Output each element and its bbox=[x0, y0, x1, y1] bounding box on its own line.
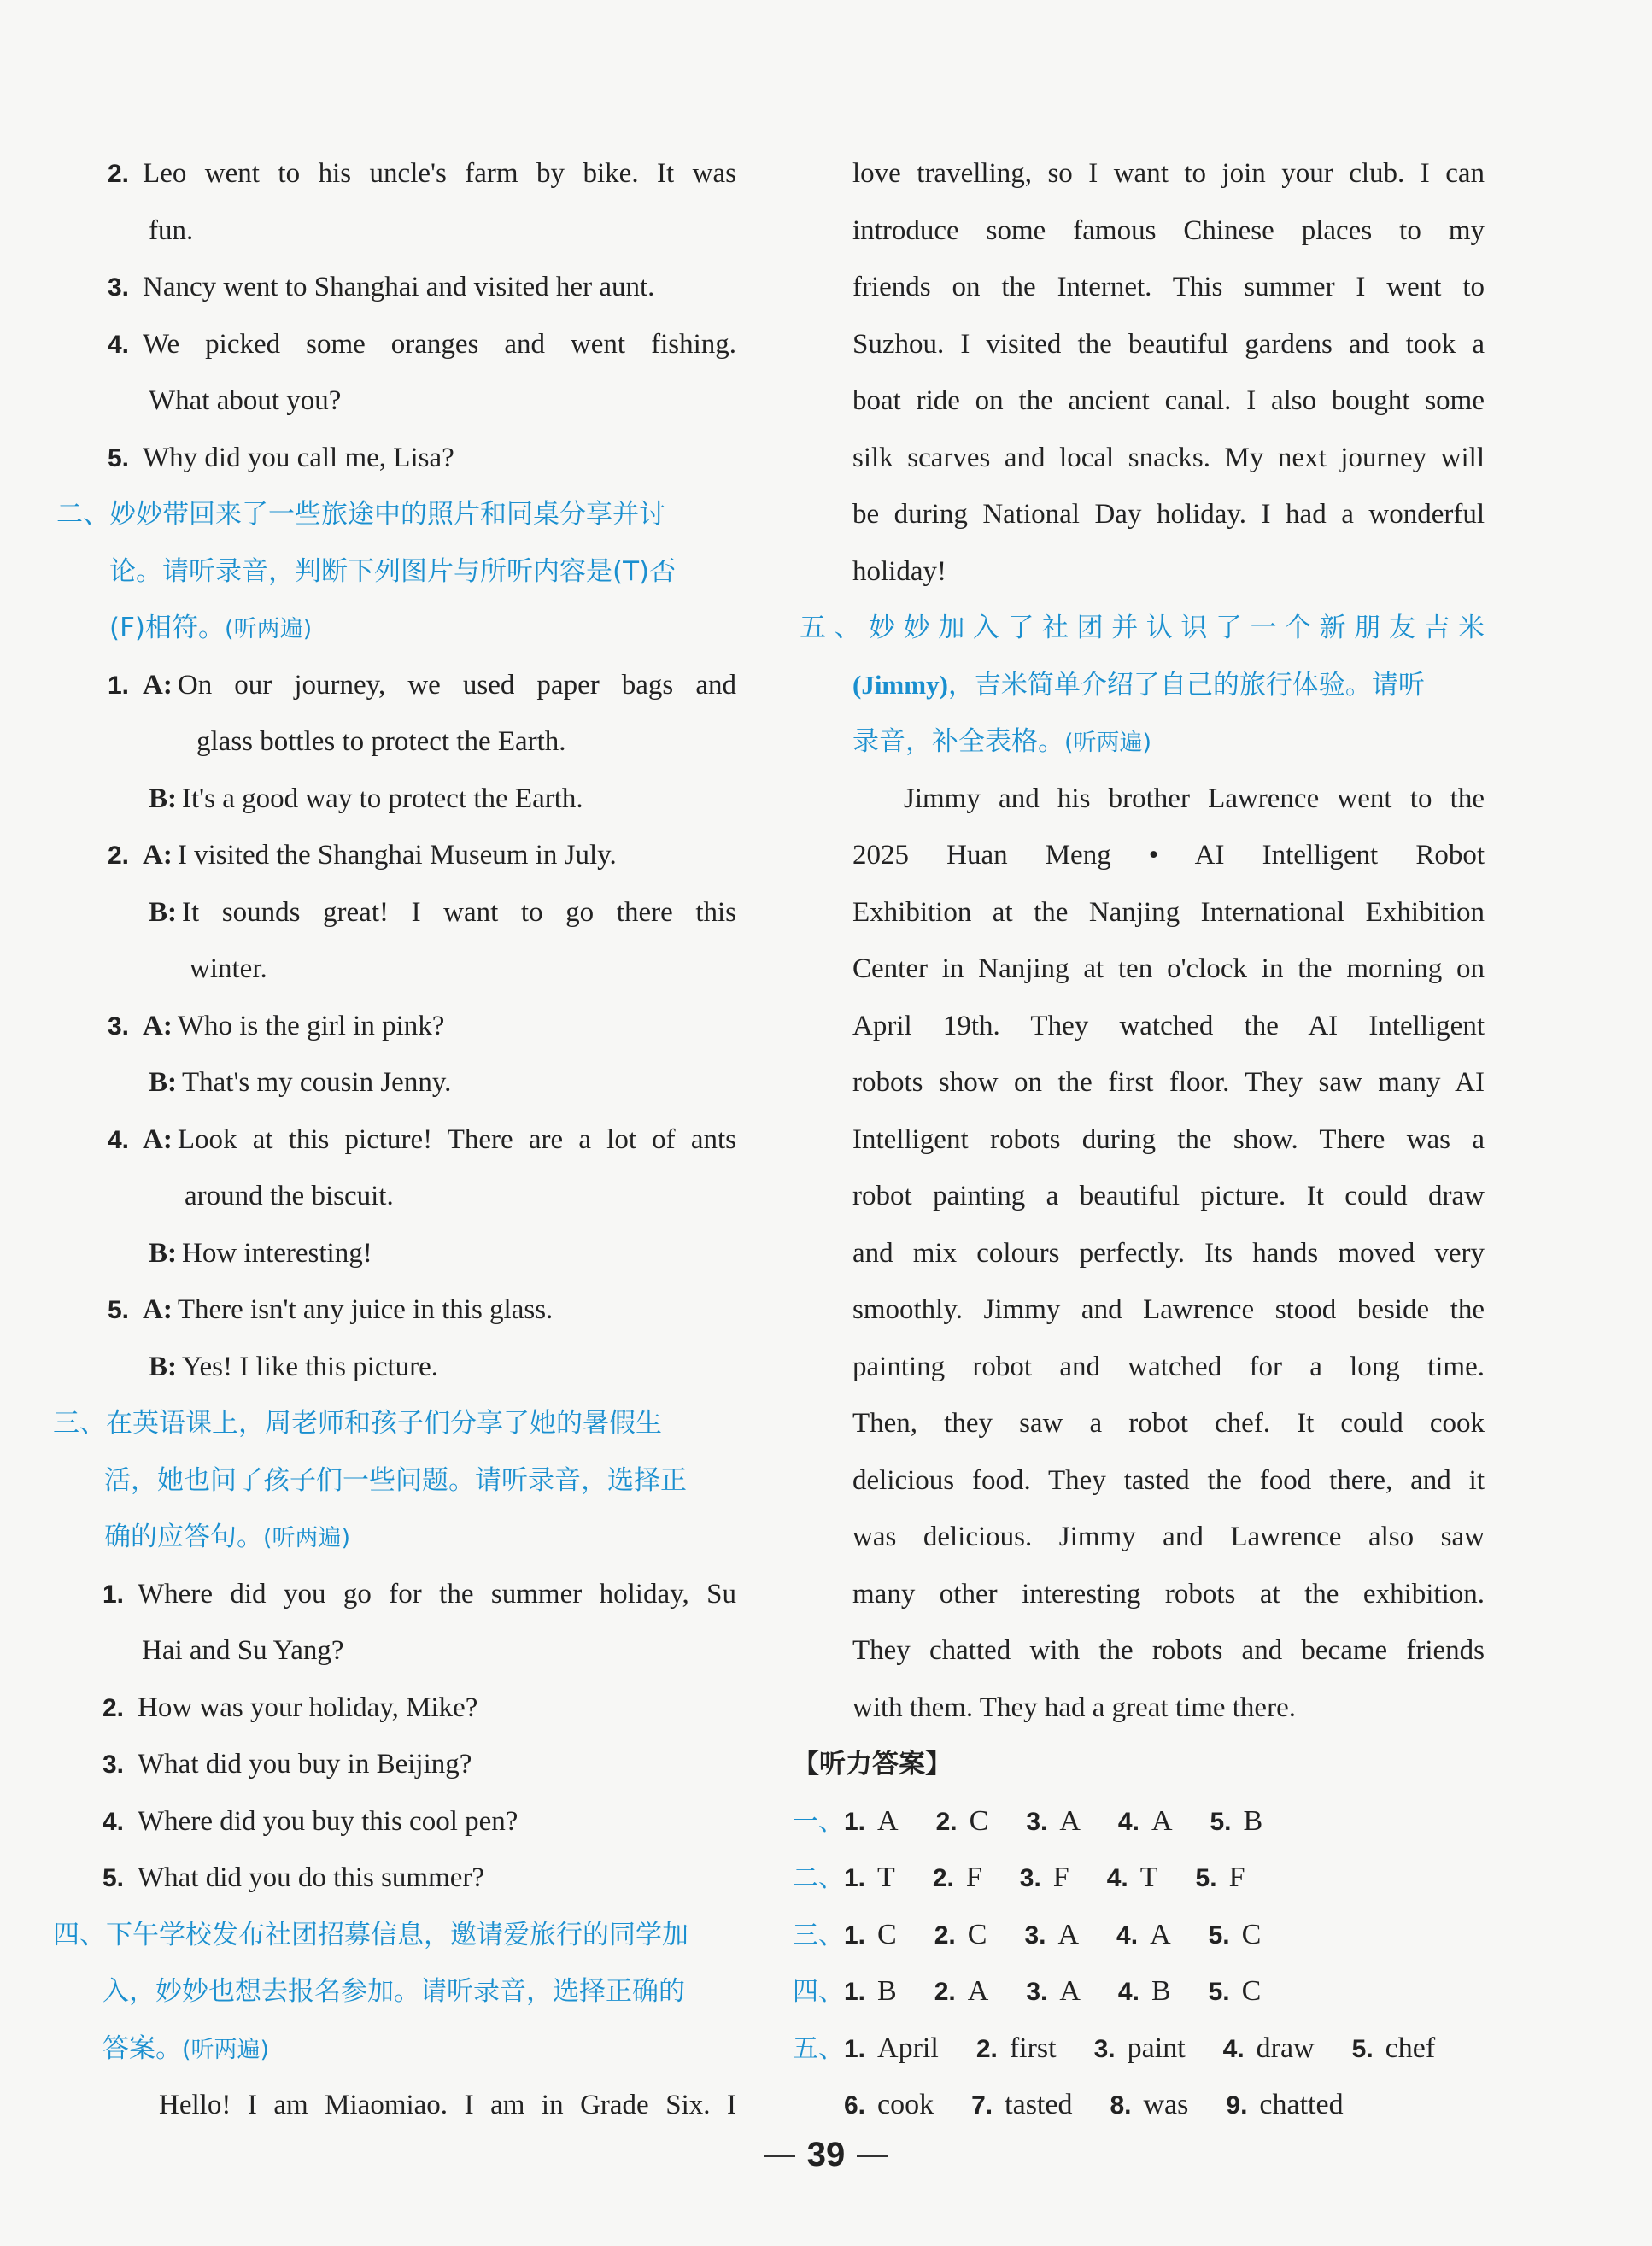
answer-value: B bbox=[877, 1975, 897, 2007]
dialogue-text: Yes! I like this picture. bbox=[182, 1351, 439, 1382]
speaker-a: A: bbox=[143, 840, 173, 871]
section3-heading-line2: 活，她也问了孩子们一些问题。请听录音，选择正 bbox=[104, 1464, 687, 1496]
page-number-text: 39 bbox=[806, 2136, 846, 2173]
part1-item-3 bbox=[53, 259, 736, 316]
passage5-line: 2025 Huan Meng • AI Intelligent Robot bbox=[852, 840, 1485, 871]
dialogue-text: There isn't any juice in this glass. bbox=[177, 1294, 554, 1325]
section4-heading-line2: 入，妙妙也想去报名参加。请听录音，选择正确的 bbox=[103, 1976, 685, 2007]
dialogue-4-a bbox=[53, 1111, 736, 1169]
answer-item bbox=[1026, 1963, 1081, 2021]
section3-heading-line1: 三、在英语课上，周老师和孩子们分享了她的暑假生 bbox=[53, 1408, 662, 1439]
dialogue-continuation: winter. bbox=[190, 953, 267, 984]
answer-value: A bbox=[1059, 1804, 1081, 1837]
part1-item-2 bbox=[53, 145, 736, 202]
item-text: Nancy went to Shanghai and visited her aunt. bbox=[143, 272, 655, 302]
passage5-line: delicious food. They tasted the food there, and it bbox=[852, 1464, 1485, 1496]
answer-item bbox=[976, 2020, 1057, 2079]
item-number: 5. bbox=[108, 1296, 130, 1324]
section4-heading-line3 bbox=[53, 2020, 736, 2078]
left-column bbox=[53, 145, 736, 2134]
answer-value: draw bbox=[1256, 2032, 1315, 2064]
item-number: 4. bbox=[108, 330, 130, 359]
dialogue-text: It's a good way to protect the Earth. bbox=[182, 783, 583, 814]
section2-heading-line2: 论。请听录音，判断下列图片与所听内容是(T)否 bbox=[109, 555, 677, 587]
answer-value: C bbox=[877, 1918, 897, 1950]
item-number: 3. bbox=[103, 1750, 125, 1779]
passage5-line: Jimmy and his brother Lawrence went to the bbox=[904, 783, 1485, 814]
answer-number: 6. bbox=[844, 2091, 866, 2120]
passage4-line: Suzhou. I visited the beautiful gardens and took a bbox=[852, 328, 1485, 360]
answer-number: 1. bbox=[844, 1864, 866, 1892]
answer-value: C bbox=[1241, 1918, 1262, 1950]
passage5-line: robot painting a beautiful picture. It could draw bbox=[852, 1181, 1485, 1211]
part3-item-5 bbox=[53, 1850, 736, 1907]
item-text: Why did you call me, Lisa? bbox=[143, 442, 454, 473]
answer-number: 5. bbox=[1210, 1807, 1232, 1836]
answer-value: T bbox=[877, 1862, 895, 1893]
answers-block bbox=[793, 1793, 1485, 2134]
answer-value: paint bbox=[1127, 2032, 1186, 2064]
item-continuation: fun. bbox=[149, 214, 194, 246]
item-number: 2. bbox=[108, 842, 130, 870]
heading-text: 录音，补全表格。 bbox=[852, 726, 1064, 757]
item-number: 5. bbox=[103, 1864, 125, 1892]
answer-row-label: 一、 bbox=[793, 1806, 844, 1837]
passage5-line: Then, they saw a robot chef. It could cook bbox=[852, 1408, 1485, 1439]
answer-item bbox=[1118, 1793, 1173, 1851]
answer-row-label: 五、 bbox=[793, 2033, 844, 2064]
answer-value: first bbox=[1009, 2032, 1057, 2064]
answer-value: F bbox=[1052, 1862, 1069, 1893]
answer-value: F bbox=[1228, 1862, 1245, 1893]
answer-item bbox=[934, 1963, 989, 2021]
speaker-b: B: bbox=[149, 783, 177, 814]
answer-item bbox=[933, 1850, 982, 1908]
item-text: Where did you go for the summer holiday, Su bbox=[138, 1578, 736, 1610]
dialogue-4-b bbox=[53, 1225, 736, 1282]
answer-value: A bbox=[967, 1975, 989, 2007]
answer-item bbox=[934, 1907, 987, 1965]
answer-number: 4. bbox=[1117, 1978, 1139, 2006]
part3-item-3 bbox=[53, 1736, 736, 1793]
answer-row-label: 四、 bbox=[793, 1977, 844, 2007]
item-text: How was your holiday, Mike? bbox=[138, 1692, 478, 1723]
passage4-line: holiday! bbox=[852, 555, 946, 587]
passage5-line: with them. They had a great time there. bbox=[852, 1692, 1296, 1723]
answer-item bbox=[844, 1963, 897, 2021]
answer-number: 4. bbox=[1116, 1921, 1139, 1950]
item-text: Where did you buy this cool pen? bbox=[138, 1805, 518, 1837]
answer-value: A bbox=[1150, 1918, 1171, 1950]
answer-value: A bbox=[1151, 1804, 1173, 1837]
answer-item bbox=[936, 1793, 989, 1851]
section3-heading-line3 bbox=[53, 1509, 736, 1566]
speaker-a: A: bbox=[143, 1010, 173, 1041]
dialogue-text: I visited the Shanghai Museum in July. bbox=[177, 840, 617, 871]
item-number: 5. bbox=[108, 443, 130, 472]
answer-row bbox=[793, 1850, 1485, 1907]
answer-value: April bbox=[877, 2032, 939, 2064]
passage5-line: They chatted with the robots and became friends bbox=[852, 1635, 1485, 1666]
answer-item bbox=[1107, 1850, 1158, 1908]
answer-value: chef bbox=[1385, 2032, 1436, 2064]
answer-row-label: 二、 bbox=[793, 1863, 844, 1893]
page-number bbox=[0, 2136, 1652, 2174]
dialogue-2-b bbox=[53, 884, 736, 941]
speaker-a: A: bbox=[143, 1294, 173, 1325]
item-number: 2. bbox=[103, 1693, 125, 1722]
item-continuation: Hai and Su Yang? bbox=[142, 1635, 344, 1666]
answer-value: F bbox=[965, 1862, 982, 1893]
answer-value: A bbox=[877, 1804, 899, 1837]
dialogue-5-b bbox=[53, 1339, 736, 1396]
answer-value: C bbox=[1241, 1975, 1262, 2007]
answer-number: 1. bbox=[844, 2034, 866, 2063]
dialogue-1-b bbox=[53, 771, 736, 828]
answers-title: 【听力答案】 bbox=[793, 1749, 952, 1780]
listen-twice-note: (听两遍) bbox=[1064, 730, 1152, 756]
answer-number: 1. bbox=[844, 1807, 866, 1836]
passage4-start: Hello! I am Miaomiao. I am in Grade Six. I bbox=[159, 2090, 736, 2120]
part1-item-4 bbox=[53, 316, 736, 373]
passage5-line: was delicious. Jimmy and Lawrence also saw bbox=[852, 1522, 1485, 1552]
item-number: 3. bbox=[108, 1012, 130, 1041]
answer-item bbox=[1352, 2020, 1436, 2079]
answer-value: tasted bbox=[1005, 2089, 1073, 2120]
listen-twice-note: (听两遍) bbox=[182, 2036, 270, 2063]
item-text: We picked some oranges and went fishing. bbox=[143, 328, 736, 360]
answer-item bbox=[1026, 1793, 1081, 1851]
dialogue-continuation: around the biscuit. bbox=[185, 1181, 394, 1211]
section4-heading-line1: 四、下午学校发布社团招募信息，邀请爱旅行的同学加 bbox=[53, 1919, 688, 1950]
section5-heading-line2 bbox=[793, 657, 1485, 714]
section5-heading-line1: 五、妙妙加入了社团并认识了一个新朋友吉米 bbox=[800, 613, 1485, 643]
answer-item bbox=[1196, 1850, 1245, 1908]
item-number: 3. bbox=[108, 273, 130, 302]
answer-item bbox=[1209, 1907, 1262, 1965]
dialogue-1-a bbox=[53, 657, 736, 714]
dialogue-5-a bbox=[53, 1281, 736, 1339]
answer-item bbox=[844, 1850, 895, 1908]
speaker-b: B: bbox=[149, 896, 177, 928]
answer-number: 5. bbox=[1208, 1978, 1230, 2006]
item-number: 4. bbox=[108, 1125, 130, 1154]
passage4-line: friends on the Internet. This summer I went to bbox=[852, 272, 1485, 302]
heading-text: 确的应答句。 bbox=[104, 1522, 263, 1552]
item-text: What did you do this summer? bbox=[138, 1862, 485, 1893]
answer-number: 1. bbox=[844, 1978, 866, 2006]
answer-value: B bbox=[1243, 1804, 1263, 1837]
passage5-line: April 19th. They watched the AI Intelligent bbox=[852, 1010, 1485, 1041]
listen-twice-note: (听两遍) bbox=[263, 1525, 351, 1551]
answer-number: 2. bbox=[975, 2034, 998, 2063]
answer-value: cook bbox=[877, 2089, 934, 2120]
part3-item-2 bbox=[53, 1680, 736, 1737]
passage4-line: silk scarves and local snacks. My next journey will bbox=[852, 442, 1485, 473]
listen-twice-note: (听两遍) bbox=[225, 616, 313, 642]
passage5-line: smoothly. Jimmy and Lawrence stood beside the bbox=[852, 1294, 1485, 1325]
item-text: Leo went to his uncle's farm by bike. It was bbox=[143, 158, 736, 189]
answer-item bbox=[844, 1793, 899, 1851]
speaker-b: B: bbox=[149, 1351, 177, 1382]
answer-number: 7. bbox=[971, 2091, 993, 2120]
answer-number: 2. bbox=[932, 1864, 954, 1892]
dialogue-3-a bbox=[53, 998, 736, 1055]
answer-value: C bbox=[967, 1918, 987, 1950]
answer-row-label: 三、 bbox=[793, 1920, 844, 1950]
answer-item bbox=[1226, 2077, 1343, 2135]
item-number: 1. bbox=[108, 671, 130, 700]
answer-number: 3. bbox=[1093, 2034, 1116, 2063]
part3-item-4 bbox=[53, 1793, 736, 1850]
passage4-line: introduce some famous Chinese places to my bbox=[852, 214, 1485, 246]
answer-item bbox=[1209, 1963, 1262, 2021]
answer-number: 4. bbox=[1117, 1807, 1139, 1836]
dialogue-text: Who is the girl in pink? bbox=[177, 1010, 445, 1041]
answer-item bbox=[1094, 2020, 1186, 2079]
item-text: What did you buy in Beijing? bbox=[138, 1749, 472, 1780]
answer-number: 9. bbox=[1226, 2091, 1248, 2120]
answer-number: 8. bbox=[1110, 2091, 1132, 2120]
answer-row bbox=[793, 1907, 1485, 1964]
answer-item bbox=[1118, 1963, 1171, 2021]
dialogue-text: It sounds great! I want to go there this bbox=[182, 896, 736, 928]
answer-number: 3. bbox=[1026, 1978, 1048, 2006]
answer-item bbox=[844, 2077, 934, 2135]
dialogue-3-b bbox=[53, 1054, 736, 1111]
answer-item bbox=[844, 1907, 897, 1965]
answer-item bbox=[1020, 1850, 1069, 1908]
answer-number: 2. bbox=[935, 1807, 958, 1836]
passage5-line: and mix colours perfectly. Its hands moved very bbox=[852, 1237, 1485, 1269]
answer-number: 5. bbox=[1195, 1864, 1217, 1892]
answer-row bbox=[793, 1963, 1485, 2020]
answer-number: 5. bbox=[1351, 2034, 1374, 2063]
answer-number: 3. bbox=[1024, 1921, 1046, 1950]
item-number: 1. bbox=[103, 1580, 125, 1609]
answer-value: C bbox=[969, 1804, 989, 1837]
answer-row bbox=[793, 1793, 1485, 1850]
passage5-line: Exhibition at the Nanjing International Exhibition bbox=[852, 896, 1485, 928]
item-number: 2. bbox=[108, 160, 130, 188]
right-column bbox=[793, 145, 1485, 2134]
heading-text: (F)相符。 bbox=[109, 613, 226, 643]
dialogue-text: That's my cousin Jenny. bbox=[182, 1067, 452, 1098]
answer-number: 2. bbox=[934, 1921, 956, 1950]
answer-number: 4. bbox=[1106, 1864, 1128, 1892]
item-continuation: What about you? bbox=[149, 385, 342, 416]
answer-item bbox=[844, 2020, 939, 2079]
part1-item-5 bbox=[53, 430, 736, 487]
speaker-b: B: bbox=[149, 1067, 177, 1098]
heading-text: ，吉米简单介绍了自己的旅行体验。请听 bbox=[947, 669, 1425, 701]
answer-value: A bbox=[1057, 1918, 1080, 1950]
answer-number: 4. bbox=[1222, 2034, 1245, 2063]
answer-value: B bbox=[1151, 1975, 1171, 2007]
speaker-a: A: bbox=[143, 669, 173, 701]
speaker-a: A: bbox=[143, 1123, 173, 1155]
dialogue-text: How interesting! bbox=[182, 1237, 372, 1269]
passage5-line: painting robot and watched for a long time. bbox=[852, 1351, 1485, 1382]
passage4-line: boat ride on the ancient canal. I also bought some bbox=[852, 385, 1485, 416]
section2-heading-line1: 二、妙妙带回来了一些旅途中的照片和同桌分享并讨 bbox=[56, 499, 665, 530]
passage5-line: Center in Nanjing at ten o'clock in the morning on bbox=[852, 953, 1485, 984]
answer-number: 3. bbox=[1026, 1807, 1048, 1836]
answer-value: A bbox=[1059, 1975, 1081, 2007]
heading-text: (Jimmy) bbox=[852, 669, 948, 700]
dialogue-text: Look at this picture! There are a lot of ants bbox=[177, 1123, 736, 1155]
dash-right bbox=[857, 2155, 888, 2157]
answer-number: 1. bbox=[844, 1921, 866, 1950]
dialogue-2-a bbox=[53, 827, 736, 884]
passage4-line: be during National Day holiday. I had a wonderful bbox=[852, 499, 1485, 530]
answer-number: 3. bbox=[1019, 1864, 1041, 1892]
passage5-line: many other interesting robots at the exhibition. bbox=[852, 1578, 1485, 1610]
item-number: 4. bbox=[103, 1807, 125, 1836]
part3-item-1 bbox=[53, 1566, 736, 1623]
answer-item bbox=[1116, 1907, 1171, 1965]
answer-row bbox=[793, 2020, 1485, 2078]
answer-value: T bbox=[1139, 1862, 1158, 1893]
answer-item bbox=[971, 2077, 1072, 2135]
dash-left bbox=[764, 2155, 795, 2157]
dialogue-text: On our journey, we used paper bags and bbox=[177, 669, 736, 701]
heading-text: 答案。 bbox=[103, 2032, 182, 2064]
answer-item bbox=[1210, 1793, 1263, 1851]
answer-number: 5. bbox=[1208, 1921, 1230, 1950]
dialogue-continuation: glass bottles to protect the Earth. bbox=[196, 726, 566, 757]
answer-item bbox=[1024, 1907, 1079, 1965]
speaker-b: B: bbox=[149, 1237, 177, 1269]
answer-item bbox=[1110, 2077, 1188, 2135]
answer-row bbox=[793, 2077, 1485, 2134]
answer-item bbox=[1223, 2020, 1315, 2079]
passage4-line: love travelling, so I want to join your club. I can bbox=[852, 158, 1485, 189]
answer-value: chatted bbox=[1259, 2089, 1344, 2120]
section5-heading-line3 bbox=[793, 713, 1485, 771]
section2-heading-line3 bbox=[53, 600, 736, 657]
answer-value: was bbox=[1143, 2089, 1189, 2120]
passage5-line: robots show on the first floor. They saw many AI bbox=[852, 1067, 1485, 1098]
answer-number: 2. bbox=[934, 1978, 956, 2006]
passage5-line: Intelligent robots during the show. There was a bbox=[852, 1123, 1485, 1155]
